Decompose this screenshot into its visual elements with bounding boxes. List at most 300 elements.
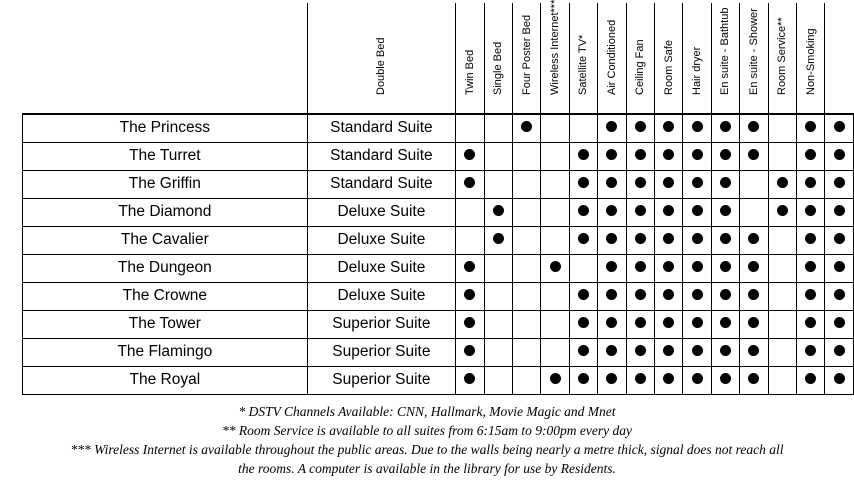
feature-header-label: Room Safe bbox=[662, 39, 675, 95]
feature-cell bbox=[484, 142, 512, 170]
feature-dot-icon bbox=[805, 177, 816, 188]
feature-dot-icon bbox=[606, 233, 617, 244]
feature-cell bbox=[456, 142, 484, 170]
room-name: The Crowne bbox=[23, 282, 308, 310]
feature-cell bbox=[768, 170, 796, 198]
feature-dot-icon bbox=[805, 233, 816, 244]
feature-dot-icon bbox=[663, 317, 674, 328]
feature-cell bbox=[569, 282, 597, 310]
feature-dot-icon bbox=[834, 345, 845, 356]
feature-cell bbox=[740, 366, 768, 394]
feature-cell bbox=[484, 310, 512, 338]
feature-cell bbox=[598, 254, 626, 282]
feature-header bbox=[711, 3, 739, 114]
feature-dot-icon bbox=[777, 177, 788, 188]
feature-cell bbox=[796, 310, 824, 338]
feature-cell bbox=[456, 366, 484, 394]
feature-dot-icon bbox=[748, 289, 759, 300]
room-name: The Cavalier bbox=[23, 226, 308, 254]
room-name: The Dungeon bbox=[23, 254, 308, 282]
feature-dot-icon bbox=[805, 289, 816, 300]
feature-dot-icon bbox=[635, 205, 646, 216]
feature-header bbox=[740, 3, 768, 114]
feature-cell bbox=[740, 142, 768, 170]
feature-dot-icon bbox=[805, 149, 816, 160]
suite-type: Deluxe Suite bbox=[307, 226, 455, 254]
feature-cell bbox=[711, 366, 739, 394]
feature-dot-icon bbox=[606, 345, 617, 356]
feature-cell bbox=[569, 366, 597, 394]
feature-cell bbox=[541, 142, 569, 170]
feature-cell bbox=[654, 254, 682, 282]
feature-cell bbox=[825, 142, 854, 170]
suite-type: Standard Suite bbox=[307, 114, 455, 142]
feature-cell bbox=[484, 170, 512, 198]
room-rows bbox=[23, 114, 854, 394]
feature-cell bbox=[598, 142, 626, 170]
feature-cell bbox=[512, 338, 540, 366]
footnote-wireless-cont: the rooms. A computer is available in the library for use by Residents. bbox=[238, 461, 616, 476]
feature-cell bbox=[654, 114, 682, 142]
feature-header-label: En suite - Shower bbox=[747, 8, 760, 95]
feature-dot-icon bbox=[464, 373, 475, 384]
feature-cell bbox=[654, 170, 682, 198]
feature-cell bbox=[541, 114, 569, 142]
feature-cell bbox=[512, 310, 540, 338]
feature-cell bbox=[768, 198, 796, 226]
feature-cell bbox=[740, 282, 768, 310]
feature-dot-icon bbox=[720, 373, 731, 384]
room-name: The Royal bbox=[23, 366, 308, 394]
feature-dot-icon bbox=[464, 345, 475, 356]
footnotes bbox=[0, 402, 854, 478]
feature-cell bbox=[825, 254, 854, 282]
suite-type: Deluxe Suite bbox=[307, 282, 455, 310]
feature-dot-icon bbox=[464, 289, 475, 300]
feature-dot-icon bbox=[805, 373, 816, 384]
feature-dot-icon bbox=[663, 177, 674, 188]
feature-dot-icon bbox=[606, 149, 617, 160]
room-name: The Diamond bbox=[23, 198, 308, 226]
feature-header bbox=[569, 3, 597, 114]
feature-cell bbox=[512, 170, 540, 198]
feature-dot-icon bbox=[635, 373, 646, 384]
header-blank bbox=[23, 3, 308, 114]
feature-dot-icon bbox=[720, 317, 731, 328]
feature-cell bbox=[456, 226, 484, 254]
feature-dot-icon bbox=[635, 177, 646, 188]
table-row bbox=[23, 114, 854, 142]
feature-dot-icon bbox=[720, 233, 731, 244]
feature-dot-icon bbox=[748, 121, 759, 132]
table-row bbox=[23, 282, 854, 310]
feature-header-label: Ceiling Fan bbox=[634, 39, 647, 95]
feature-dot-icon bbox=[578, 149, 589, 160]
feature-cell bbox=[796, 198, 824, 226]
feature-cell bbox=[740, 170, 768, 198]
feature-cell bbox=[598, 198, 626, 226]
feature-cell bbox=[683, 310, 711, 338]
footnote-room-service: ** Room Service is available to all suites from 6:15am to 9:00pm every day bbox=[221, 423, 633, 438]
feature-cell bbox=[768, 310, 796, 338]
feature-cell bbox=[456, 198, 484, 226]
feature-cell bbox=[683, 198, 711, 226]
feature-cell bbox=[484, 366, 512, 394]
feature-cell bbox=[541, 366, 569, 394]
suite-type: Superior Suite bbox=[307, 366, 455, 394]
feature-cell bbox=[796, 338, 824, 366]
feature-cell bbox=[569, 142, 597, 170]
feature-cell bbox=[598, 310, 626, 338]
feature-header-label: Four Poster Bed bbox=[520, 14, 533, 95]
feature-cell bbox=[711, 114, 739, 142]
feature-cell bbox=[512, 198, 540, 226]
feature-cell bbox=[512, 142, 540, 170]
suite-type: Deluxe Suite bbox=[307, 198, 455, 226]
feature-cell bbox=[626, 254, 654, 282]
feature-header bbox=[307, 3, 455, 114]
feature-dot-icon bbox=[550, 373, 561, 384]
feature-cell bbox=[541, 198, 569, 226]
feature-dot-icon bbox=[663, 345, 674, 356]
feature-cell bbox=[484, 282, 512, 310]
feature-cell bbox=[711, 254, 739, 282]
feature-dot-icon bbox=[578, 205, 589, 216]
feature-cell bbox=[711, 198, 739, 226]
feature-cell bbox=[683, 142, 711, 170]
feature-dot-icon bbox=[777, 205, 788, 216]
table-row bbox=[23, 170, 854, 198]
feature-cell bbox=[654, 338, 682, 366]
feature-dot-icon bbox=[834, 177, 845, 188]
feature-header-label: Twin Bed bbox=[463, 49, 476, 95]
feature-dot-icon bbox=[748, 373, 759, 384]
feature-dot-icon bbox=[720, 149, 731, 160]
feature-dot-icon bbox=[692, 149, 703, 160]
table-row bbox=[23, 310, 854, 338]
feature-cell bbox=[796, 226, 824, 254]
feature-dot-icon bbox=[635, 345, 646, 356]
feature-cell bbox=[825, 114, 854, 142]
feature-dot-icon bbox=[663, 121, 674, 132]
feature-dot-icon bbox=[748, 149, 759, 160]
feature-dot-icon bbox=[606, 289, 617, 300]
table-row bbox=[23, 226, 854, 254]
feature-header bbox=[484, 3, 512, 114]
feature-dot-icon bbox=[493, 233, 504, 244]
feature-cell bbox=[796, 366, 824, 394]
feature-dot-icon bbox=[464, 177, 475, 188]
feature-dot-icon bbox=[606, 121, 617, 132]
feature-header bbox=[626, 3, 654, 114]
feature-header-label: Wireless Internet*** bbox=[549, 0, 562, 95]
feature-cell bbox=[768, 338, 796, 366]
suite-type: Standard Suite bbox=[307, 170, 455, 198]
feature-dot-icon bbox=[805, 345, 816, 356]
room-features-table bbox=[22, 0, 854, 395]
table-row bbox=[23, 338, 854, 366]
feature-cell bbox=[626, 226, 654, 254]
feature-cell bbox=[711, 170, 739, 198]
feature-cell bbox=[484, 198, 512, 226]
feature-dot-icon bbox=[521, 121, 532, 132]
feature-cell bbox=[484, 114, 512, 142]
feature-dot-icon bbox=[720, 177, 731, 188]
feature-dot-icon bbox=[805, 317, 816, 328]
feature-cell bbox=[456, 310, 484, 338]
feature-cell bbox=[598, 366, 626, 394]
feature-cell bbox=[456, 114, 484, 142]
feature-header-label: Room Service** bbox=[776, 17, 789, 95]
feature-cell bbox=[626, 142, 654, 170]
feature-cell bbox=[569, 170, 597, 198]
feature-cell bbox=[569, 254, 597, 282]
feature-cell bbox=[456, 254, 484, 282]
feature-cell bbox=[711, 226, 739, 254]
feature-cell bbox=[768, 114, 796, 142]
feature-cell bbox=[796, 170, 824, 198]
feature-dot-icon bbox=[720, 345, 731, 356]
feature-cell bbox=[825, 226, 854, 254]
feature-dot-icon bbox=[748, 345, 759, 356]
feature-cell bbox=[768, 366, 796, 394]
feature-dot-icon bbox=[834, 289, 845, 300]
feature-cell bbox=[541, 282, 569, 310]
feature-dot-icon bbox=[805, 205, 816, 216]
feature-cell bbox=[512, 114, 540, 142]
room-name: The Princess bbox=[23, 114, 308, 142]
table-row bbox=[23, 366, 854, 394]
feature-dot-icon bbox=[692, 177, 703, 188]
feature-cell bbox=[768, 254, 796, 282]
feature-dot-icon bbox=[606, 177, 617, 188]
feature-header bbox=[683, 3, 711, 114]
feature-cell bbox=[740, 114, 768, 142]
feature-dot-icon bbox=[606, 205, 617, 216]
feature-cell bbox=[825, 310, 854, 338]
feature-header-label: Air Conditioned bbox=[605, 19, 618, 95]
feature-cell bbox=[569, 226, 597, 254]
feature-cell bbox=[598, 338, 626, 366]
feature-cell bbox=[456, 338, 484, 366]
feature-cell bbox=[598, 114, 626, 142]
feature-cell bbox=[711, 142, 739, 170]
feature-dot-icon bbox=[464, 317, 475, 328]
feature-cell bbox=[569, 310, 597, 338]
feature-cell bbox=[541, 338, 569, 366]
feature-dot-icon bbox=[692, 233, 703, 244]
feature-dot-icon bbox=[635, 121, 646, 132]
feature-dot-icon bbox=[663, 261, 674, 272]
feature-dot-icon bbox=[720, 205, 731, 216]
feature-cell bbox=[654, 226, 682, 254]
feature-dot-icon bbox=[635, 317, 646, 328]
feature-cell bbox=[484, 338, 512, 366]
feature-cell bbox=[541, 170, 569, 198]
feature-dot-icon bbox=[834, 373, 845, 384]
feature-cell bbox=[569, 198, 597, 226]
feature-dot-icon bbox=[578, 289, 589, 300]
feature-cell bbox=[626, 366, 654, 394]
feature-header bbox=[512, 3, 540, 114]
feature-cell bbox=[541, 226, 569, 254]
feature-cell bbox=[456, 170, 484, 198]
feature-dot-icon bbox=[578, 373, 589, 384]
footnote-dstv: * DSTV Channels Available: CNN, Hallmark, Movie Magic and Mnet bbox=[238, 404, 616, 419]
suite-type: Deluxe Suite bbox=[307, 254, 455, 282]
feature-header-label: En suite - Bathtub bbox=[719, 7, 732, 95]
room-name: The Griffin bbox=[23, 170, 308, 198]
feature-dot-icon bbox=[692, 121, 703, 132]
feature-cell bbox=[683, 282, 711, 310]
room-name: The Tower bbox=[23, 310, 308, 338]
feature-header bbox=[598, 3, 626, 114]
feature-dot-icon bbox=[720, 121, 731, 132]
feature-dot-icon bbox=[834, 261, 845, 272]
feature-dot-icon bbox=[748, 317, 759, 328]
suite-type: Standard Suite bbox=[307, 142, 455, 170]
feature-cell bbox=[512, 254, 540, 282]
feature-dot-icon bbox=[606, 261, 617, 272]
feature-dot-icon bbox=[578, 233, 589, 244]
feature-cell bbox=[626, 338, 654, 366]
feature-dot-icon bbox=[692, 345, 703, 356]
feature-dot-icon bbox=[635, 149, 646, 160]
feature-dot-icon bbox=[635, 233, 646, 244]
feature-header-label: Single Bed bbox=[492, 41, 505, 95]
feature-header bbox=[654, 3, 682, 114]
feature-cell bbox=[654, 142, 682, 170]
room-name: The Flamingo bbox=[23, 338, 308, 366]
feature-dot-icon bbox=[663, 205, 674, 216]
feature-dot-icon bbox=[692, 261, 703, 272]
feature-dot-icon bbox=[834, 233, 845, 244]
feature-cell bbox=[626, 310, 654, 338]
feature-cell bbox=[768, 226, 796, 254]
feature-cell bbox=[768, 142, 796, 170]
feature-cell bbox=[740, 226, 768, 254]
feature-dot-icon bbox=[805, 121, 816, 132]
feature-cell bbox=[683, 254, 711, 282]
feature-dot-icon bbox=[692, 289, 703, 300]
feature-cell bbox=[484, 226, 512, 254]
suite-type: Superior Suite bbox=[307, 338, 455, 366]
feature-cell bbox=[598, 226, 626, 254]
feature-dot-icon bbox=[748, 233, 759, 244]
table-row bbox=[23, 254, 854, 282]
feature-cell bbox=[626, 282, 654, 310]
feature-dot-icon bbox=[834, 149, 845, 160]
table-row bbox=[23, 142, 854, 170]
feature-header-label: Satellite TV* bbox=[577, 34, 590, 95]
feature-dot-icon bbox=[692, 317, 703, 328]
feature-cell bbox=[796, 114, 824, 142]
room-name: The Turret bbox=[23, 142, 308, 170]
feature-cell bbox=[711, 338, 739, 366]
feature-header-row bbox=[23, 3, 854, 114]
feature-cell bbox=[825, 338, 854, 366]
feature-dot-icon bbox=[578, 317, 589, 328]
feature-dot-icon bbox=[663, 373, 674, 384]
feature-dot-icon bbox=[663, 233, 674, 244]
feature-cell bbox=[825, 366, 854, 394]
feature-cell bbox=[456, 282, 484, 310]
suite-type: Superior Suite bbox=[307, 310, 455, 338]
feature-cell bbox=[796, 254, 824, 282]
feature-header-label: Double Bed bbox=[375, 37, 388, 95]
feature-dot-icon bbox=[748, 261, 759, 272]
feature-cell bbox=[768, 282, 796, 310]
feature-dot-icon bbox=[663, 149, 674, 160]
feature-dot-icon bbox=[635, 289, 646, 300]
feature-dot-icon bbox=[578, 177, 589, 188]
feature-dot-icon bbox=[464, 149, 475, 160]
feature-header bbox=[796, 3, 824, 114]
feature-cell bbox=[796, 142, 824, 170]
feature-header bbox=[768, 3, 796, 114]
feature-cell bbox=[541, 254, 569, 282]
feature-dot-icon bbox=[464, 261, 475, 272]
feature-cell bbox=[654, 366, 682, 394]
feature-dot-icon bbox=[692, 373, 703, 384]
feature-cell bbox=[825, 282, 854, 310]
feature-cell bbox=[654, 310, 682, 338]
feature-cell bbox=[512, 226, 540, 254]
feature-dot-icon bbox=[578, 345, 589, 356]
feature-cell bbox=[654, 282, 682, 310]
feature-dot-icon bbox=[550, 261, 561, 272]
feature-cell bbox=[683, 170, 711, 198]
feature-cell bbox=[796, 282, 824, 310]
feature-cell bbox=[683, 226, 711, 254]
feature-cell bbox=[740, 338, 768, 366]
feature-cell bbox=[512, 282, 540, 310]
feature-cell bbox=[569, 114, 597, 142]
feature-cell bbox=[740, 310, 768, 338]
feature-dot-icon bbox=[635, 261, 646, 272]
feature-cell bbox=[484, 254, 512, 282]
feature-dot-icon bbox=[834, 205, 845, 216]
feature-cell bbox=[711, 310, 739, 338]
feature-cell bbox=[598, 282, 626, 310]
feature-header bbox=[456, 3, 484, 114]
feature-dot-icon bbox=[606, 373, 617, 384]
feature-dot-icon bbox=[493, 205, 504, 216]
feature-header-label: Non-Smoking bbox=[804, 28, 817, 95]
feature-dot-icon bbox=[692, 205, 703, 216]
feature-cell bbox=[626, 114, 654, 142]
feature-cell bbox=[626, 170, 654, 198]
feature-dot-icon bbox=[834, 121, 845, 132]
feature-cell bbox=[683, 338, 711, 366]
feature-cell bbox=[825, 198, 854, 226]
feature-header bbox=[541, 0, 569, 114]
feature-cell bbox=[569, 338, 597, 366]
feature-dot-icon bbox=[834, 317, 845, 328]
feature-cell bbox=[541, 310, 569, 338]
feature-cell bbox=[683, 366, 711, 394]
feature-cell bbox=[711, 282, 739, 310]
table-row bbox=[23, 198, 854, 226]
feature-dot-icon bbox=[606, 317, 617, 328]
feature-dot-icon bbox=[720, 261, 731, 272]
feature-cell bbox=[512, 366, 540, 394]
feature-cell bbox=[654, 198, 682, 226]
feature-dot-icon bbox=[805, 261, 816, 272]
feature-dot-icon bbox=[720, 289, 731, 300]
feature-cell bbox=[683, 114, 711, 142]
feature-cell bbox=[740, 198, 768, 226]
